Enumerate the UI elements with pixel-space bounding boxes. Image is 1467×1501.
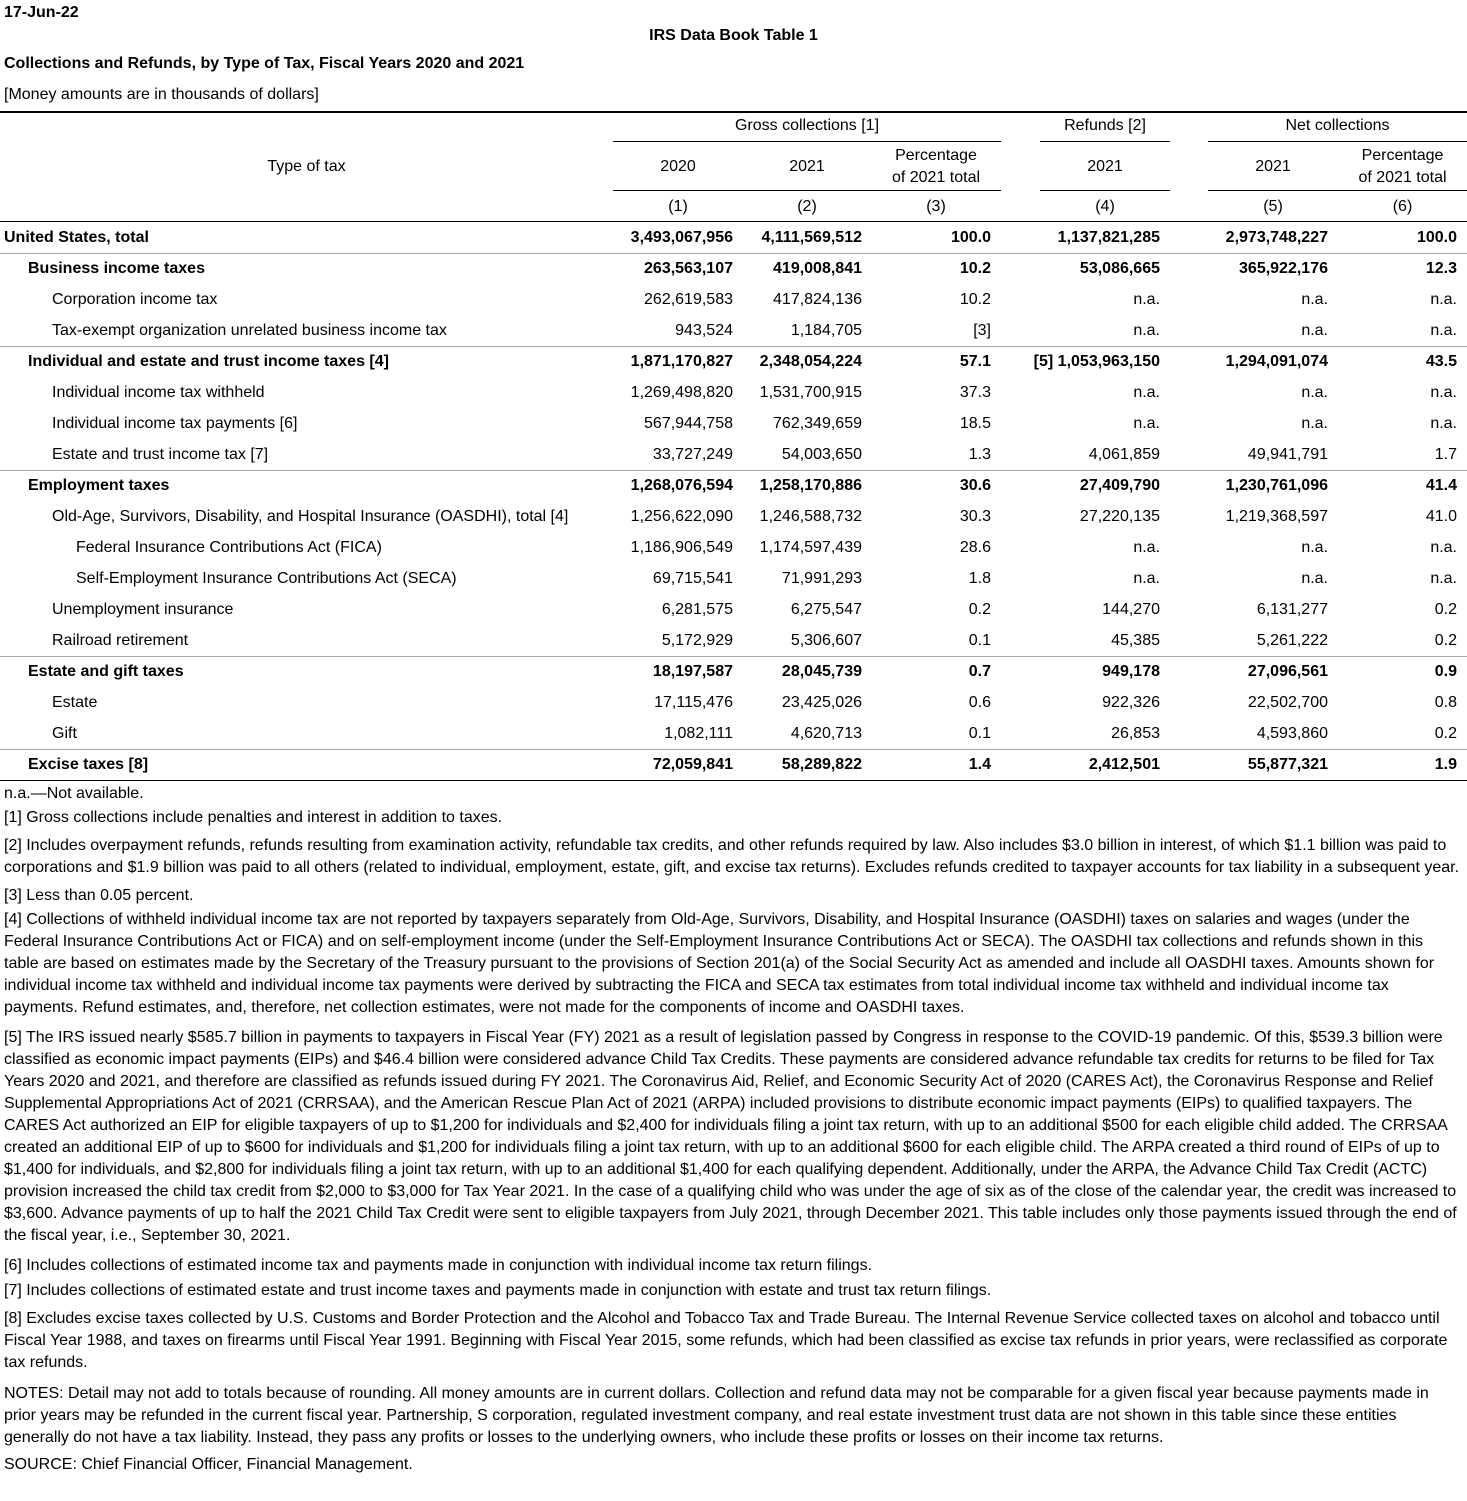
- table-row: [0, 501, 1467, 532]
- table-row: [0, 470, 1467, 501]
- cell-net-pct: 0.9: [1434, 663, 1457, 680]
- cell-gross-2021: 1,174,597,439: [759, 539, 862, 556]
- cell-gross-2021: 71,991,293: [781, 570, 862, 587]
- footnote-7: [7] Includes collections of estimated estate and trust income taxes and payments made in conjunction with estate and trust tax return filings.: [4, 1282, 992, 1299]
- footnote-1: [1] Gross collections include penalties and interest in addition to taxes.: [4, 809, 503, 826]
- table-row: [0, 532, 1467, 563]
- header-net: Net collections: [1285, 117, 1390, 134]
- cell-gross-2021: 1,246,588,732: [759, 508, 862, 525]
- table-row: [0, 408, 1467, 439]
- cell-net-2021: 5,261,222: [1256, 632, 1328, 649]
- cell-net-pct: 0.2: [1434, 601, 1457, 618]
- table-row: [0, 594, 1467, 625]
- cell-gross-pct: 10.2: [959, 260, 991, 277]
- table-row: [0, 656, 1467, 687]
- cell-net-pct: 12.3: [1425, 260, 1457, 277]
- cell-gross-2021: 4,620,713: [790, 725, 862, 742]
- cell-gross-pct: 1.3: [968, 446, 991, 463]
- cell-refunds-2021: n.a.: [1133, 570, 1160, 587]
- col-num-2: (2): [797, 198, 817, 215]
- cell-gross-pct: [3]: [973, 322, 991, 339]
- cell-net-2021: 4,593,860: [1256, 725, 1328, 742]
- cell-gross-2021: 23,425,026: [781, 694, 862, 711]
- cell-net-pct: n.a.: [1430, 384, 1457, 401]
- header-refunds: Refunds [2]: [1064, 117, 1146, 134]
- table-row: [0, 625, 1467, 656]
- row-label: Corporation income tax: [52, 291, 218, 308]
- col-num-5: (5): [1263, 198, 1283, 215]
- cell-gross-pct: 0.7: [968, 663, 991, 680]
- cell-gross-2021: 6,275,547: [790, 601, 862, 618]
- row-label: Excise taxes [8]: [28, 756, 149, 773]
- row-label: Federal Insurance Contributions Act (FICA): [76, 539, 382, 556]
- footnote-2: [2] Includes overpayment refunds, refunds resulting from examination activity, refundable tax credits, and other refunds required by law. Also includes $3.0 billion in interest, of which $1.1 billion was paid to corporations and $1.9 billion was paid to all others (related to individual, employment, estate, gift, and excise tax returns). Excludes refunds credited to taxpayer accounts for tax liability in a subsequent year.: [4, 837, 1460, 876]
- cell-refunds-2021: 2,412,501: [1088, 756, 1160, 773]
- cell-gross-2020: 1,082,111: [664, 725, 733, 742]
- cell-refunds-2021: 27,220,135: [1079, 508, 1160, 525]
- table-row: [0, 346, 1467, 377]
- cell-net-2021: n.a.: [1301, 415, 1328, 432]
- header-gross-2021: 2021: [789, 158, 825, 175]
- cell-gross-2021: 2,348,054,224: [759, 353, 862, 370]
- footnote-8: [8] Excludes excise taxes collected by U.S. Customs and Border Protection and the Alcohol and Tobacco Tax and Trade Bureau. The Internal Revenue Service collected taxes on alcohol and tobacco until Fiscal Year 1988, and taxes on firearms until Fiscal Year 1991. Beginning with Fiscal Year 2015, some refunds, which had been classified as excise tax refunds in prior years, were reclassified as corporate tax refunds.: [4, 1310, 1448, 1371]
- cell-net-2021: 55,877,321: [1247, 756, 1328, 773]
- cell-gross-2020: 943,524: [675, 322, 733, 339]
- table-row: [0, 377, 1467, 408]
- table-row: [0, 315, 1467, 346]
- cell-gross-pct: 10.2: [959, 291, 991, 308]
- cell-gross-pct: 18.5: [959, 415, 991, 432]
- table-row: [0, 749, 1467, 780]
- footnote-na: n.a.—Not available.: [4, 785, 144, 802]
- footnotes: [4, 783, 1462, 1476]
- cell-gross-2020: 6,281,575: [661, 601, 733, 618]
- cell-gross-2020: 33,727,249: [652, 446, 733, 463]
- footnote-5: [5] The IRS issued nearly $585.7 billion in payments to taxpayers in Fiscal Year (FY) 2021 as a result of legislation passed by Congress in response to the COVID-19 pandemic. Of this, $539.3 billion were classified as economic impact payments (EIPs) and $46.4 billion were considered advance Child Tax Credits. These payments are considered advance refundable tax credits for returns to be filed for Tax Years 2020 and 2021, and therefore are classified as refunds issued during FY 2021. The Coronavirus Aid, Relief, and Economic Security Act of 2020 (CARES Act), the Coronavirus Response and Relief Supplemental Appropriations Act of 2021 (CRRSAA), and the American Rescue Plan Act of 2021 (ARPA) included provisions to distribute economic impact payments (EIPs) to qualified taxpayers. The CARES Act authorized an EIP for eligible taxpayers of up to $1,200 for individuals and $2,400 for individuals filing a joint tax return, with up to an additional $500 for each eligible child added. The CRRSAA created an additional EIP of up to $600 for individuals and $1,200 for individuals filing a joint tax return, with up to an additional $600 for each eligible child. The ARPA created a third round of EIPs of up to $1,400 for individuals, and $2,800 for individuals filing a joint tax return, with up to an additional $1,400 for each qualifying dependent. Additionally, under the ARPA, the Advance Child Tax Credit (ACTC) provision increased the child tax credit from $2,000 to $3,000 for Tax Year 2021. In the case of a qualifying child who was under the age of six as of the close of the calendar year, the credit was increased to $3,600. Advance payments of up to half the 2021 Child Tax Credit were sent to eligible taxpayers from July 2021, through December 2021. This table includes only those payments issued through the end of the fiscal year, i.e., September 30, 2021.: [4, 1029, 1457, 1244]
- cell-gross-2020: 1,256,622,090: [630, 508, 733, 525]
- row-label: Gift: [52, 725, 77, 742]
- cell-net-pct: n.a.: [1430, 291, 1457, 308]
- row-label: Individual income tax payments [6]: [52, 415, 298, 432]
- header-gross-2020: 2020: [660, 158, 696, 175]
- cell-net-pct: 0.8: [1434, 694, 1457, 711]
- cell-net-2021: n.a.: [1301, 384, 1328, 401]
- cell-refunds-2021: n.a.: [1133, 291, 1160, 308]
- table-row: [0, 253, 1467, 284]
- row-label: Estate: [52, 694, 98, 711]
- cell-gross-2020: 17,115,476: [654, 694, 733, 711]
- net-underline: [1208, 141, 1467, 142]
- cell-gross-2021: 28,045,739: [781, 663, 862, 680]
- header-type-of-tax: Type of tax: [267, 158, 346, 175]
- cell-gross-2020: 69,715,541: [652, 570, 733, 587]
- cell-gross-2020: 1,186,906,549: [630, 539, 733, 556]
- net-pct-line1: Percentage: [1361, 147, 1444, 164]
- cell-net-pct: n.a.: [1430, 539, 1457, 556]
- cell-refunds-2021: [5] 1,053,963,150: [1033, 353, 1160, 370]
- row-label: Self-Employment Insurance Contributions Act (SECA): [76, 570, 457, 587]
- cell-refunds-2021: 1,137,821,285: [1057, 229, 1160, 246]
- cell-gross-2020: 1,269,498,820: [630, 384, 733, 401]
- cell-gross-pct: 0.1: [968, 632, 991, 649]
- row-label: United States, total: [4, 229, 149, 246]
- footnote-4: [4] Collections of withheld individual income tax are not reported by taxpayers separately from Old-Age, Survivors, Disability, and Hospital Insurance (OASDHI) taxes on salaries and wages (under the Federal Insurance Contributions Act or FICA) and on self-employment income (under the Self-Employment Insurance Contributions Act or SECA). The OASDHI tax collections and refunds shown in this table are based on estimates made by the Secretary of the Treasury pursuant to the provisions of Section 201(a) of the Social Security Act as amended and include all OASDHI taxes. Amounts shown for individual income tax withheld and individual income tax payments were derived by subtracting the FICA and SECA tax estimates from total individual income tax withheld and individual income tax payments. Refund estimates, and, therefore, net collection estimates, were not made for the components of income and OASDHI taxes.: [4, 911, 1435, 1016]
- cell-gross-2020: 72,059,841: [652, 756, 733, 773]
- cell-refunds-2021: 949,178: [1102, 663, 1160, 680]
- cell-gross-2021: 419,008,841: [773, 260, 862, 277]
- cell-gross-pct: 1.4: [968, 756, 991, 773]
- cell-gross-pct: 30.6: [959, 477, 991, 494]
- row-label: Individual income tax withheld: [52, 384, 265, 401]
- cell-refunds-2021: 4,061,859: [1088, 446, 1160, 463]
- cell-gross-2020: 5,172,929: [661, 632, 733, 649]
- cell-net-pct: 1.7: [1434, 446, 1457, 463]
- cell-gross-2020: 263,563,107: [644, 260, 733, 277]
- cell-net-2021: n.a.: [1301, 570, 1328, 587]
- cell-refunds-2021: 53,086,665: [1079, 260, 1160, 277]
- cell-refunds-2021: n.a.: [1133, 322, 1160, 339]
- cell-net-pct: 43.5: [1425, 353, 1457, 370]
- table-row: [0, 439, 1467, 470]
- units-note: [Money amounts are in thousands of dollars]: [4, 86, 319, 103]
- table-row: [0, 222, 1467, 253]
- cell-gross-2021: 1,184,705: [790, 322, 862, 339]
- cell-gross-2021: 1,531,700,915: [759, 384, 862, 401]
- cell-net-pct: 0.2: [1434, 725, 1457, 742]
- col-num-1: (1): [668, 198, 688, 215]
- cell-net-2021: 6,131,277: [1256, 601, 1328, 618]
- table-row: [0, 563, 1467, 594]
- cell-gross-pct: 28.6: [959, 539, 991, 556]
- cell-net-2021: 1,230,761,096: [1225, 477, 1328, 494]
- cell-refunds-2021: n.a.: [1133, 415, 1160, 432]
- cell-gross-pct: 1.8: [968, 570, 991, 587]
- row-label: Estate and trust income tax [7]: [52, 446, 269, 463]
- net-pct-line2: of 2021 total: [1358, 169, 1447, 186]
- row-label: Railroad retirement: [52, 632, 189, 649]
- cell-net-2021: n.a.: [1301, 322, 1328, 339]
- cell-gross-pct: 37.3: [959, 384, 991, 401]
- cell-refunds-2021: 45,385: [1111, 632, 1160, 649]
- pct-line2: of 2021 total: [891, 169, 981, 186]
- cell-net-pct: 1.9: [1434, 756, 1457, 773]
- table-name: IRS Data Book Table 1: [649, 27, 818, 44]
- table-row: [0, 687, 1467, 718]
- row-label: Old-Age, Survivors, Disability, and Hospital Insurance (OASDHI), total [4]: [52, 508, 569, 525]
- cell-gross-2020: 1,268,076,594: [630, 477, 733, 494]
- cell-net-2021: 365,922,176: [1239, 260, 1328, 277]
- report-date: 17-Jun-22: [4, 4, 79, 21]
- cell-refunds-2021: 922,326: [1102, 694, 1160, 711]
- notes: NOTES: Detail may not add to totals because of rounding. All money amounts are in current dollars. Collection and refund data may not be comparable for a given fiscal year because payments made in prior years may be refunded in the current fiscal year. Partnership, S corporation, regulated investment company, and real estate investment trust data are not shown in this table since these entities generally do not have a tax liability. Instead, they pass any profits or losses to the underlying owners, who include these profits or losses on their income tax returns.: [4, 1385, 1429, 1446]
- cell-refunds-2021: 144,270: [1102, 601, 1160, 618]
- cell-net-pct: 100.0: [1416, 229, 1457, 246]
- cell-net-pct: n.a.: [1430, 415, 1457, 432]
- cell-refunds-2021: n.a.: [1133, 539, 1160, 556]
- refunds-sub-underline: [1040, 190, 1170, 191]
- cell-gross-2020: 3,493,067,956: [630, 229, 733, 246]
- table-bottom-rule: [0, 780, 1467, 781]
- cell-net-pct: 0.2: [1434, 632, 1457, 649]
- cell-gross-2021: 762,349,659: [773, 415, 862, 432]
- table-title: Collections and Refunds, by Type of Tax, Fiscal Years 2020 and 2021: [4, 55, 525, 72]
- cell-net-2021: 2,973,748,227: [1225, 229, 1328, 246]
- cell-gross-pct: 0.1: [968, 725, 991, 742]
- net-sub-underline: [1208, 190, 1467, 191]
- header-gross-percentage: [871, 145, 1001, 189]
- cell-gross-2020: 1,871,170,827: [630, 353, 733, 370]
- gross-sub-underline: [613, 190, 1001, 191]
- cell-gross-2020: 567,944,758: [644, 415, 733, 432]
- col-num-6: (6): [1392, 198, 1413, 215]
- cell-gross-2021: 1,258,170,886: [759, 477, 862, 494]
- cell-gross-2021: 417,824,136: [773, 291, 862, 308]
- row-label: Business income taxes: [28, 260, 205, 277]
- cell-gross-pct: 30.3: [959, 508, 991, 525]
- footnote-3: [3] Less than 0.05 percent.: [4, 887, 194, 904]
- cell-net-pct: n.a.: [1430, 322, 1457, 339]
- pct-line1: Percentage: [895, 147, 977, 164]
- cell-net-2021: n.a.: [1301, 539, 1328, 556]
- cell-gross-pct: 57.1: [959, 353, 991, 370]
- header-net-2021: 2021: [1255, 158, 1291, 175]
- header-net-percentage: [1338, 145, 1467, 189]
- cell-net-2021: 27,096,561: [1247, 663, 1328, 680]
- footnote-6: [6] Includes collections of estimated income tax and payments made in conjunction with individual income tax return filings.: [4, 1257, 873, 1274]
- row-label: Individual and estate and trust income taxes [4]: [28, 353, 389, 370]
- cell-net-2021: 1,219,368,597: [1225, 508, 1328, 525]
- cell-net-2021: 22,502,700: [1247, 694, 1328, 711]
- source: SOURCE: Chief Financial Officer, Financial Management.: [4, 1456, 413, 1473]
- cell-net-2021: 49,941,791: [1247, 446, 1328, 463]
- header-gross: Gross collections [1]: [734, 117, 880, 134]
- cell-gross-2021: 4,111,569,512: [761, 229, 862, 246]
- cell-gross-2021: 58,289,822: [781, 756, 862, 773]
- cell-gross-2020: 262,619,583: [644, 291, 733, 308]
- row-label: Unemployment insurance: [52, 601, 234, 618]
- cell-gross-pct: 0.6: [968, 694, 991, 711]
- row-label: Estate and gift taxes: [28, 663, 184, 680]
- gross-underline: [613, 141, 1001, 142]
- cell-net-pct: n.a.: [1430, 570, 1457, 587]
- table-row: [0, 718, 1467, 749]
- cell-net-pct: 41.4: [1425, 477, 1457, 494]
- cell-net-2021: n.a.: [1301, 291, 1328, 308]
- cell-gross-2020: 18,197,587: [652, 663, 733, 680]
- cell-gross-2021: 54,003,650: [781, 446, 862, 463]
- cell-gross-pct: 100.0: [950, 229, 991, 246]
- col-num-3: (3): [926, 198, 946, 215]
- cell-refunds-2021: n.a.: [1133, 384, 1160, 401]
- header-refunds-2021: 2021: [1087, 158, 1123, 175]
- col-num-4: (4): [1095, 198, 1115, 215]
- row-label: Employment taxes: [28, 477, 170, 494]
- header-top-rule: [0, 111, 1467, 113]
- cell-refunds-2021: 26,853: [1111, 725, 1160, 742]
- refunds-underline: [1040, 141, 1170, 142]
- cell-net-pct: 41.0: [1425, 508, 1457, 525]
- cell-gross-2021: 5,306,607: [790, 632, 862, 649]
- cell-refunds-2021: 27,409,790: [1079, 477, 1160, 494]
- table-row: [0, 284, 1467, 315]
- cell-gross-pct: 0.2: [968, 601, 991, 618]
- row-label: Tax-exempt organization unrelated business income tax: [52, 322, 447, 339]
- cell-net-2021: 1,294,091,074: [1225, 353, 1328, 370]
